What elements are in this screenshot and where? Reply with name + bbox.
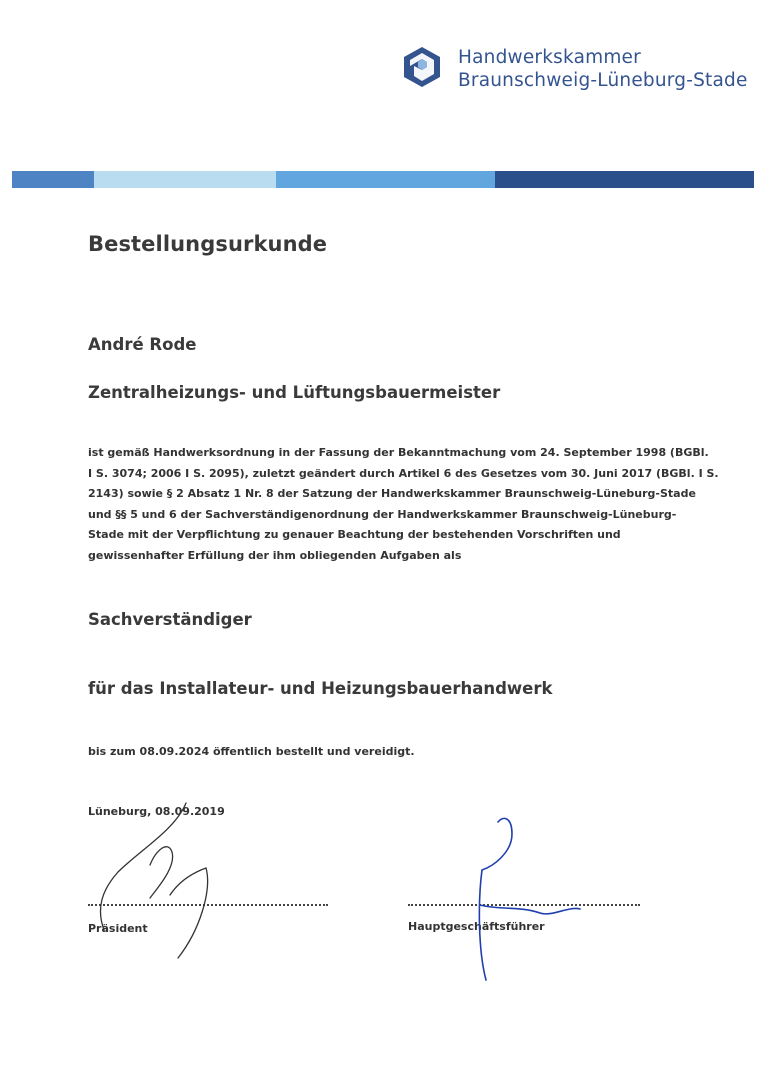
field-title: für das Installateur- und Heizungsbauerhandwerk [88,679,553,698]
person-name: André Rode [88,335,197,354]
role-title: Sachverständiger [88,610,252,629]
body-line: ist gemäß Handwerksordnung in der Fassung der Bekanntmachung vom 24. September 1998 (BGBl. [88,446,709,459]
validity-statement: bis zum 08.09.2024 öffentlich bestellt und vereidigt. [88,745,415,758]
signature-line-left [88,904,328,906]
place-date: Lüneburg, 08.09.2019 [88,805,225,818]
signature-label-left: Präsident [88,922,148,935]
organization-name-line2: Braunschweig-Lüneburg-Stade [458,70,748,91]
organization-name [458,46,748,92]
band-segment-navy [495,171,754,188]
band-segment-mid [12,171,94,188]
signature-label-right: Hauptgeschäftsführer [408,920,545,933]
qualification: Zentralheizungs- und Lüftungsbauermeister [88,383,501,402]
signature-right-icon [479,818,580,980]
signature-line-right [408,904,640,906]
body-line: 2143) sowie § 2 Absatz 1 Nr. 8 der Satzung der Handwerkskammer Braunschweig-Lüneburg-Stade [88,487,696,501]
body-line: Stade mit der Verpflichtung zu genauer Beachtung der bestehenden Vorschriften und [88,528,621,542]
body-line: gewissenhafter Erfüllung der ihm obliegenden Aufgaben als [88,548,462,562]
organization-name-line1: Handwerkskammer [458,47,641,68]
body-line: I S. 3074; 2006 I S. 2095), zuletzt geändert durch Artikel 6 des Gesetzes vom 30. Juni 2017 (BGBl. I S. [88,466,719,480]
header-color-band [12,171,754,188]
body-line: und §§ 5 und 6 der Sachverständigenordnung der Handwerkskammer Braunschweig-Lüneburg- [88,507,677,521]
hwk-logo-icon [404,47,440,87]
band-segment-light [94,171,276,188]
page-title: Bestellungsurkunde [88,232,328,256]
body-paragraph [88,443,719,567]
band-segment-sky [276,171,495,188]
